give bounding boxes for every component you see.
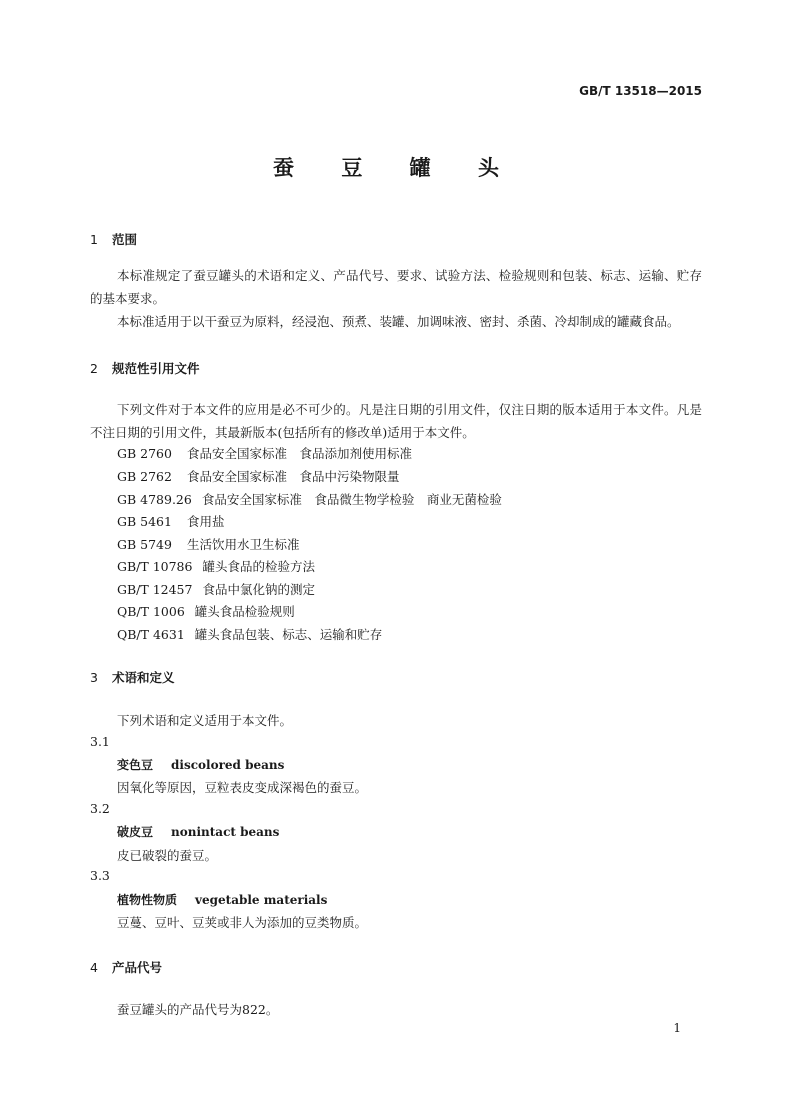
term-name (117, 891, 327, 908)
reference-title: 食用盐 (187, 514, 225, 529)
reference-title: 食品安全国家标准 食品添加剂使用标准 (187, 446, 413, 461)
reference-item (117, 535, 300, 553)
term-number: 3.1 (90, 734, 110, 749)
term-name-cn: 变色豆 (117, 758, 154, 772)
reference-item (117, 512, 225, 530)
standard-code: GB/T 13518—2015 (579, 84, 702, 98)
reference-code: GB 5749 (117, 537, 172, 552)
reference-code: GB/T 10786 (117, 559, 193, 574)
reference-item (117, 557, 315, 575)
section-3-heading (90, 668, 175, 686)
term-name-cn: 破皮豆 (117, 825, 154, 839)
paragraph: 本标准适用于以干蚕豆为原料，经浸泡、预煮、装罐、加调味液、密封、杀菌、冷却制成的罐藏食品。 (117, 314, 680, 329)
term-name (117, 756, 284, 773)
page-number: 1 (673, 1021, 681, 1035)
section-number: 2 (90, 361, 98, 376)
term-number: 3.2 (90, 801, 110, 816)
term-name (117, 823, 279, 840)
section-number: 1 (90, 232, 98, 247)
reference-code: GB 2760 (117, 446, 172, 461)
section-title: 产品代号 (112, 960, 163, 975)
section-number: 4 (90, 960, 98, 975)
reference-title: 罐头食品的检验方法 (202, 559, 315, 574)
section-2-heading (90, 359, 200, 377)
reference-code: GB 2762 (117, 469, 172, 484)
term-definition: 因氧化等原因，豆粒表皮变成深褐色的蚕豆。 (117, 780, 368, 795)
term-name-en: vegetable materials (195, 893, 328, 907)
reference-item (117, 490, 502, 508)
reference-code: GB 4789.26 (117, 492, 192, 507)
reference-title: 罐头食品检验规则 (194, 604, 295, 619)
section-text: 蚕豆罐头的产品代号为822。 (117, 1002, 279, 1017)
reference-title: 食品安全国家标准 食品微生物学检验 商业无菌检验 (201, 492, 502, 507)
section-4-heading (90, 958, 162, 976)
section-title: 规范性引用文件 (112, 361, 200, 376)
reference-title: 罐头食品包装、标志、运输和贮存 (194, 627, 383, 642)
section-title: 范围 (112, 232, 138, 247)
section-1-heading (90, 230, 137, 248)
reference-title: 食品中氯化钠的测定 (202, 582, 315, 597)
term-definition: 豆蔓、豆叶、豆荚或非人为添加的豆类物质。 (117, 915, 368, 930)
reference-title: 生活饮用水卫生标准 (187, 537, 300, 552)
reference-item (117, 580, 315, 598)
reference-item (117, 444, 412, 462)
document-title: 蚕 豆 罐 头 (273, 156, 519, 180)
section-title: 术语和定义 (112, 670, 175, 685)
reference-title: 食品安全国家标准 食品中污染物限量 (187, 469, 400, 484)
term-name-en: nonintact beans (171, 825, 280, 839)
term-name-cn: 植物性物质 (117, 893, 178, 907)
reference-item (117, 467, 400, 485)
reference-item (117, 625, 382, 643)
section-number: 3 (90, 670, 98, 685)
reference-code: GB 5461 (117, 514, 172, 529)
section-intro: 下列术语和定义适用于本文件。 (117, 713, 293, 728)
term-number: 3.3 (90, 868, 110, 883)
paragraph: 下列文件对于本文件的应用是必不可少的。凡是注日期的引用文件，仅注日期的版本适用于本文件。凡是不注日期的引用文件，其最新版本(包括所有的修改单)适用于本文件。 (90, 402, 702, 440)
reference-code: QB/T 4631 (117, 627, 185, 642)
reference-code: GB/T 12457 (117, 582, 193, 597)
reference-item (117, 602, 295, 620)
term-name-en: discolored beans (171, 758, 285, 772)
term-definition: 皮已破裂的蚕豆。 (117, 848, 218, 863)
reference-code: QB/T 1006 (117, 604, 185, 619)
paragraph: 本标准规定了蚕豆罐头的术语和定义、产品代号、要求、试验方法、检验规则和包装、标志、运输、贮存的基本要求。 (90, 268, 702, 306)
